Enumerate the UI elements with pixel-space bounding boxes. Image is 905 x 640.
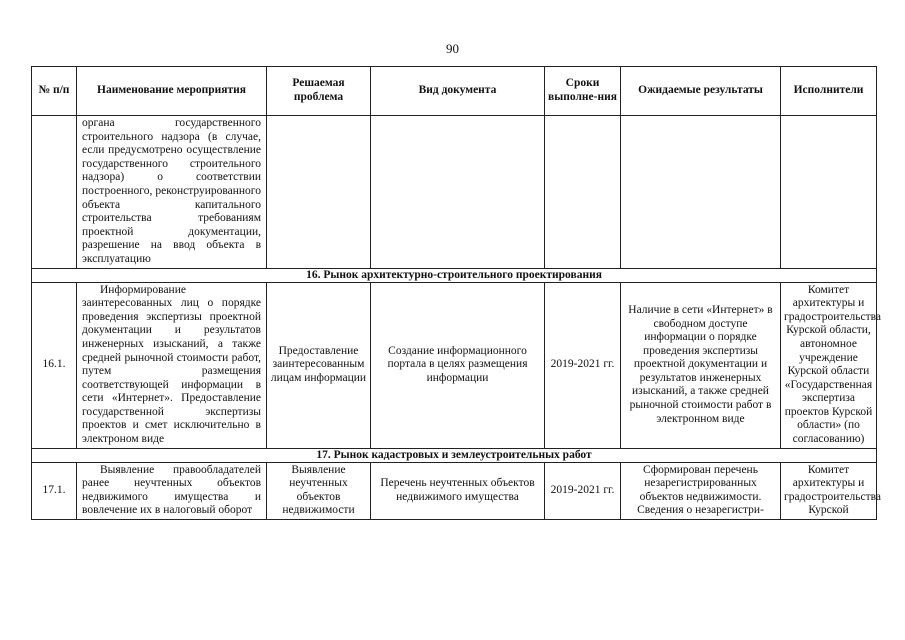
cell-problem: Выявление неучтенных объектов недвижимости [267,462,371,519]
table-row-16-1 [32,282,877,448]
cell-results: Сформирован перечень незарегистрированных объектов недвижимости. Сведения о незарегистри- [621,462,781,519]
section-17-row [32,448,877,462]
cell-terms: 2019-2021 гг. [545,462,621,519]
cell-name: Информирование заинтересованных лиц о порядке проведения экспертизы проектной документации и результатов инженерных изысканий, а также средней рыночной стоимости работ, путем размещения соответствующей информации в сети «Интернет». Предоставление государственной экспертизы проектов и смет исключительно в электроном виде [77,282,267,448]
cell-doc-type: Перечень неучтенных объектов недвижимого имущества [371,462,545,519]
header-problem: Решаемая проблема [267,67,371,116]
header-row [32,67,877,116]
section-title: 16. Рынок архитектурно-строительного проектирования [32,268,877,282]
cell-num: 17.1. [32,462,77,519]
cell-executors: Комитет архитектуры и градостроительства Курской [781,462,877,519]
section-16-row [32,268,877,282]
table-row-17-1 [32,462,877,519]
cell-problem: Предоставление заинтересованным лицам информации [267,282,371,448]
cell-name: органа государственного строительного надзора (в случае, если предусмотрено осуществление государственного строительного надзора) о соответствии построенного, реконструированного объекта капитального строительства требованиям проектной документации, разрешение на ввод объекта в эксплуатацию [77,116,267,269]
table-row-continued [32,116,877,269]
page-number: 90 [446,41,459,56]
header-terms: Сроки выполне-ния [545,67,621,116]
header-doc-type: Вид документа [371,67,545,116]
cell-executors: Комитет архитектуры и градостроительства Курской области, автономное учреждение Курской области «Государственная экспертиза проектов Курской области» (по согласованию) [781,282,877,448]
header-executors: Исполнители [781,67,877,116]
cell-name: Выявление правообладателей ранее неучтенных объектов недвижимого имущества и вовлечение их в налоговый оборот [77,462,267,519]
cell-doc-type: Создание информационного портала в целях размещения информации [371,282,545,448]
header-num: № п/п [32,67,77,116]
section-title: 17. Рынок кадастровых и землеустроительных работ [32,448,877,462]
cell-num: 16.1. [32,282,77,448]
header-results: Ожидаемые результаты [621,67,781,116]
measures-table [31,66,882,520]
cell-results: Наличие в сети «Интернет» в свободном доступе информации о порядке проведения экспертизы проектной документации и результатов инженерных изысканий, а также средней рыночной стоимости работ в электронном виде [621,282,781,448]
cell-terms: 2019-2021 гг. [545,282,621,448]
header-name: Наименование мероприятия [77,67,267,116]
